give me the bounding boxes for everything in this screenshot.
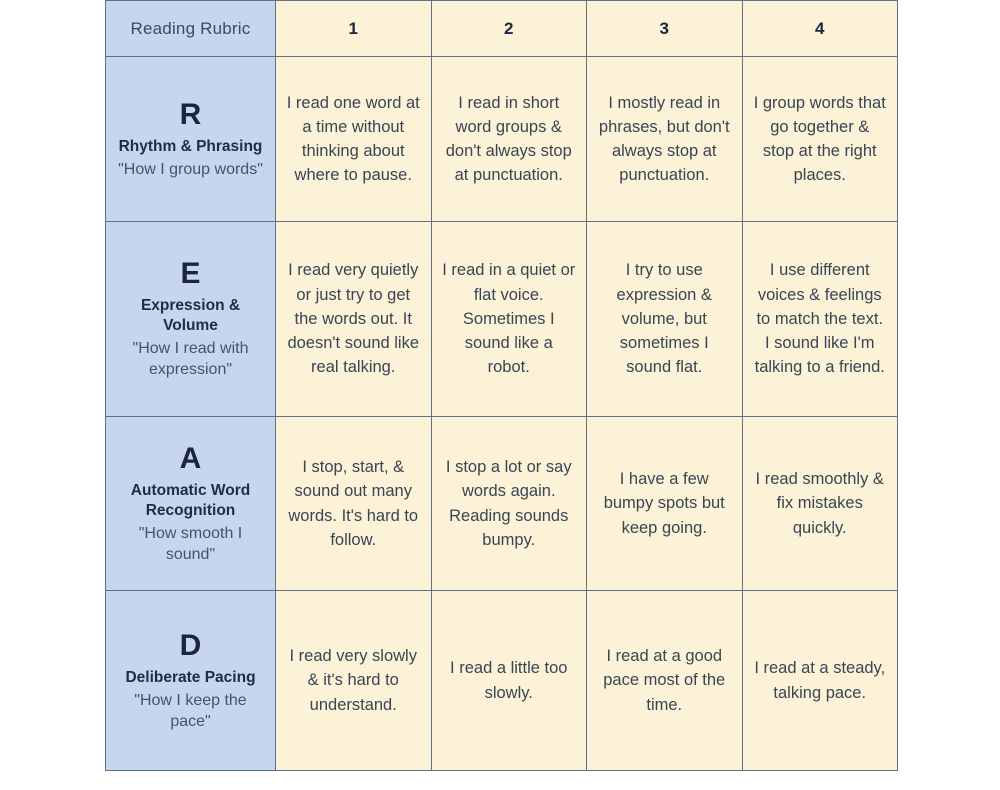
score-header-2: 2 (431, 1, 587, 57)
criterion-label-rhythm (106, 57, 276, 222)
criterion-name: Expression & Volume (140, 297, 241, 335)
descriptor-rhythm-3: I mostly read in phrases, but don't always stop at punctuation. (587, 57, 743, 222)
table-row-rhythm (106, 57, 898, 222)
criterion-letter: R (179, 98, 202, 132)
descriptor-expression-4: I use different voices & feelings to match the text. I sound like I'm talking to a friend. (742, 222, 898, 417)
table-header (106, 1, 898, 57)
criterion-name: Deliberate Pacing (125, 668, 256, 686)
table-body (106, 57, 898, 771)
descriptor-pacing-1: I read very slowly & it's hard to understand. (276, 591, 432, 771)
criterion-quote: "How I keep the pace" (134, 691, 247, 730)
header-row (106, 1, 898, 57)
descriptor-expression-3: I try to use expression & volume, but sometimes I sound flat. (587, 222, 743, 417)
table-row-deliberate-pacing (106, 591, 898, 771)
descriptor-pacing-2: I read a little too slowly. (431, 591, 587, 771)
criterion-name: Rhythm & Phrasing (118, 137, 263, 155)
criterion-quote: "How I read with expression" (132, 340, 249, 379)
descriptor-automatic-1: I stop, start, & sound out many words. It's hard to follow. (276, 417, 432, 591)
table-row-expression (106, 222, 898, 417)
rubric-title-cell: Reading Rubric (106, 1, 276, 57)
descriptor-pacing-4: I read at a steady, talking pace. (742, 591, 898, 771)
score-header-1: 1 (276, 1, 432, 57)
descriptor-automatic-2: I stop a lot or say words again. Reading sounds bumpy. (431, 417, 587, 591)
descriptor-rhythm-2: I read in short word groups & don't always stop at punctuation. (431, 57, 587, 222)
criterion-label-expression (106, 222, 276, 417)
criterion-quote: "How I group words" (118, 160, 263, 178)
descriptor-rhythm-4: I group words that go together & stop at the right places. (742, 57, 898, 222)
criterion-letter: D (179, 629, 202, 663)
score-header-4: 4 (742, 1, 898, 57)
reading-rubric-table (105, 0, 898, 771)
criterion-letter: E (180, 257, 201, 291)
descriptor-automatic-4: I read smoothly & fix mistakes quickly. (742, 417, 898, 591)
descriptor-automatic-3: I have a few bumpy spots but keep going. (587, 417, 743, 591)
criterion-quote: "How smooth I sound" (138, 524, 243, 563)
score-header-3: 3 (587, 1, 743, 57)
descriptor-pacing-3: I read at a good pace most of the time. (587, 591, 743, 771)
descriptor-expression-2: I read in a quiet or flat voice. Sometimes I sound like a robot. (431, 222, 587, 417)
criterion-name: Automatic Word Recognition (130, 481, 251, 519)
table-row-automatic-word-recognition (106, 417, 898, 591)
criterion-label-deliberate-pacing (106, 591, 276, 771)
descriptor-expression-1: I read very quietly or just try to get the words out. It doesn't sound like real talking. (276, 222, 432, 417)
criterion-label-automatic-word-recognition (106, 417, 276, 591)
rubric-container (105, 0, 897, 790)
criterion-letter: A (179, 441, 202, 475)
descriptor-rhythm-1: I read one word at a time without thinking about where to pause. (276, 57, 432, 222)
